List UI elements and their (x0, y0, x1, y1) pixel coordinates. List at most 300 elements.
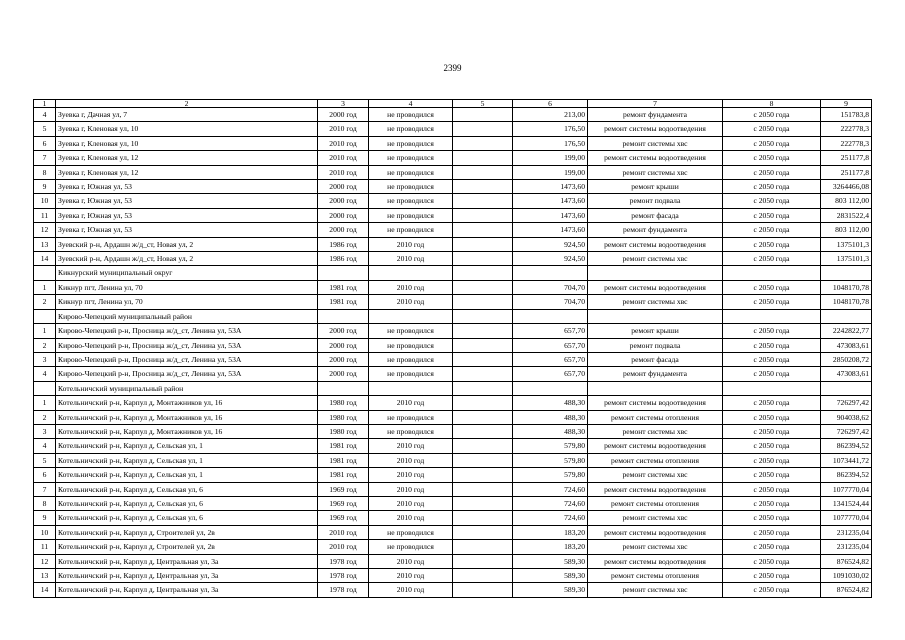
table-cell-col-3: 2000 год (318, 194, 369, 208)
table-cell-col-5 (453, 410, 513, 424)
table-cell-col-3: 1981 год (318, 439, 369, 453)
empty-cell (318, 266, 369, 280)
table-cell-col-8: с 2050 года (723, 208, 821, 222)
table-cell-col-1: 3 (34, 352, 56, 366)
table-cell-col-3: 2010 год (318, 136, 369, 150)
table-cell-col-5 (453, 424, 513, 438)
table-cell-col-4: 2010 год (369, 496, 453, 510)
table-cell-col-8: с 2050 года (723, 453, 821, 467)
table-cell-col-6: 704,70 (513, 295, 588, 309)
table-row (34, 511, 872, 525)
table-cell-col-1: 2 (34, 410, 56, 424)
section-header-row (34, 309, 872, 323)
table-cell-col-7: ремонт системы хвс (588, 511, 723, 525)
table-cell-col-8: с 2050 года (723, 511, 821, 525)
table-cell-col-6: 1473,60 (513, 194, 588, 208)
table-cell-col-9: 862394,52 (821, 468, 872, 482)
table-cell-col-1: 7 (34, 151, 56, 165)
table-cell-col-8: с 2050 года (723, 410, 821, 424)
empty-cell (318, 381, 369, 395)
table-cell-col-3: 2010 год (318, 151, 369, 165)
table-cell-col-9: 2831522,4 (821, 208, 872, 222)
table-cell-col-8: с 2050 года (723, 324, 821, 338)
table-cell-col-4: не проводился (369, 352, 453, 366)
table-cell-col-4: 2010 год (369, 554, 453, 568)
table-cell-col-5 (453, 165, 513, 179)
table-cell-col-4: не проводился (369, 338, 453, 352)
table-cell-col-6: 724,60 (513, 482, 588, 496)
table-cell-col-4: 2010 год (369, 280, 453, 294)
table-cell-col-5 (453, 468, 513, 482)
table-cell-col-1: 2 (34, 338, 56, 352)
table-cell-col-1: 1 (34, 280, 56, 294)
table-cell-col-8: с 2050 года (723, 367, 821, 381)
table-row (34, 165, 872, 179)
table-cell-col-5 (453, 554, 513, 568)
table-row (34, 324, 872, 338)
table-cell-col-8: с 2050 года (723, 237, 821, 251)
section-header-row (34, 266, 872, 280)
table-cell-col-9: 251177,8 (821, 165, 872, 179)
table-cell-col-2: Зуевский р-н, Ардашн ж/д_ст, Новая ул, 2 (56, 252, 318, 266)
table-cell-col-8: с 2050 года (723, 439, 821, 453)
table-cell-col-3: 2000 год (318, 108, 369, 122)
table-cell-col-4: 2010 год (369, 569, 453, 583)
table-cell-col-2: Зуевка г, Южная ул, 53 (56, 223, 318, 237)
table-cell-col-4: 2010 год (369, 453, 453, 467)
table-cell-col-6: 579,80 (513, 453, 588, 467)
column-number-cell: 8 (723, 100, 821, 108)
table-cell-col-4: не проводился (369, 122, 453, 136)
table-cell-col-5 (453, 280, 513, 294)
table-cell-col-7: ремонт системы водоотведения (588, 151, 723, 165)
table-row (34, 295, 872, 309)
table-cell-col-7: ремонт фундамента (588, 108, 723, 122)
table-cell-col-7: ремонт системы водоотведения (588, 554, 723, 568)
table-cell-col-2: Котельничский р-н, Карпул д, Монтажников ул, 16 (56, 410, 318, 424)
table-cell-col-7: ремонт фасада (588, 208, 723, 222)
table-cell-col-6: 579,80 (513, 468, 588, 482)
table-row (34, 453, 872, 467)
table-cell-col-7: ремонт подвала (588, 338, 723, 352)
table-cell-col-6: 199,00 (513, 151, 588, 165)
table-row (34, 223, 872, 237)
table-cell-col-8: с 2050 года (723, 424, 821, 438)
table-cell-col-9: 231235,04 (821, 540, 872, 554)
table-cell-col-9: 726297,42 (821, 424, 872, 438)
table-cell-col-7: ремонт системы водоотведения (588, 439, 723, 453)
column-number-cell: 2 (56, 100, 318, 108)
table-cell-col-4: не проводился (369, 180, 453, 194)
table-cell-col-9: 803 112,00 (821, 194, 872, 208)
table-cell-col-1: 5 (34, 453, 56, 467)
table-cell-col-8: с 2050 года (723, 252, 821, 266)
table-cell-col-2: Кирово-Чепецкий р-н, Просница ж/д_ст, Ленина ул, 53А (56, 352, 318, 366)
table-cell-col-3: 2000 год (318, 338, 369, 352)
table-cell-col-4: 2010 год (369, 439, 453, 453)
table-cell-col-1: 9 (34, 180, 56, 194)
section-title: Котельничский муниципальный район (56, 381, 318, 395)
table-cell-col-7: ремонт системы водоотведения (588, 525, 723, 539)
table-cell-col-5 (453, 496, 513, 510)
table-cell-col-2: Котельничский р-н, Карпул д, Центральная ул, 3а (56, 569, 318, 583)
table-cell-col-1: 1 (34, 396, 56, 410)
table-cell-col-5 (453, 208, 513, 222)
table-cell-col-2: Кирово-Чепецкий р-н, Просница ж/д_ст, Ленина ул, 53А (56, 367, 318, 381)
table-cell-col-4: 2010 год (369, 396, 453, 410)
table-cell-col-7: ремонт системы хвс (588, 252, 723, 266)
table-cell-col-4: 2010 год (369, 482, 453, 496)
empty-cell (513, 381, 588, 395)
table-cell-col-4: не проводился (369, 108, 453, 122)
table-cell-col-5 (453, 136, 513, 150)
table-cell-col-3: 2010 год (318, 165, 369, 179)
empty-cell (369, 381, 453, 395)
table-cell-col-6: 589,30 (513, 569, 588, 583)
table-cell-col-5 (453, 295, 513, 309)
table-cell-col-8: с 2050 года (723, 122, 821, 136)
table-cell-col-2: Зуевка г, Южная ул, 53 (56, 180, 318, 194)
empty-cell (723, 266, 821, 280)
table-cell-col-6: 176,50 (513, 122, 588, 136)
table-cell-col-7: ремонт системы хвс (588, 583, 723, 597)
table-cell-col-8: с 2050 года (723, 525, 821, 539)
table-cell-col-7: ремонт подвала (588, 194, 723, 208)
table-cell-col-4: 2010 год (369, 468, 453, 482)
table-cell-col-4: не проводился (369, 540, 453, 554)
table-cell-col-4: не проводился (369, 208, 453, 222)
table-cell-col-6: 213,00 (513, 108, 588, 122)
table-cell-col-6: 924,50 (513, 237, 588, 251)
table-cell-col-7: ремонт крыши (588, 324, 723, 338)
table-cell-col-9: 726297,42 (821, 396, 872, 410)
column-number-cell: 3 (318, 100, 369, 108)
section-number-cell (34, 266, 56, 280)
table-cell-col-4: не проводился (369, 525, 453, 539)
table-cell-col-7: ремонт крыши (588, 180, 723, 194)
empty-cell (513, 309, 588, 323)
table-cell-col-5 (453, 324, 513, 338)
table-cell-col-7: ремонт системы водоотведения (588, 122, 723, 136)
empty-cell (588, 309, 723, 323)
table-cell-col-8: с 2050 года (723, 352, 821, 366)
table-cell-col-8: с 2050 года (723, 136, 821, 150)
table-cell-col-2: Кирово-Чепецкий р-н, Просница ж/д_ст, Ленина ул, 53А (56, 324, 318, 338)
empty-cell (513, 266, 588, 280)
table-row (34, 180, 872, 194)
table-cell-col-1: 10 (34, 194, 56, 208)
table-cell-col-7: ремонт системы хвс (588, 295, 723, 309)
table-cell-col-4: не проводился (369, 151, 453, 165)
table-row (34, 208, 872, 222)
column-number-cell: 7 (588, 100, 723, 108)
table-cell-col-1: 12 (34, 554, 56, 568)
table-cell-col-9: 151783,8 (821, 108, 872, 122)
table-cell-col-1: 12 (34, 223, 56, 237)
table-cell-col-2: Котельничский р-н, Карпул д, Центральная ул, 3а (56, 554, 318, 568)
table-cell-col-8: с 2050 года (723, 396, 821, 410)
table-cell-col-1: 6 (34, 136, 56, 150)
table-row (34, 410, 872, 424)
table-cell-col-2: Кикнур пгт, Ленина ул, 70 (56, 295, 318, 309)
table-cell-col-2: Котельничский р-н, Карпул д, Строителей ул, 2в (56, 540, 318, 554)
table-cell-col-5 (453, 180, 513, 194)
table-cell-col-3: 1981 год (318, 295, 369, 309)
table-cell-col-1: 4 (34, 439, 56, 453)
empty-cell (453, 381, 513, 395)
table-cell-col-3: 1981 год (318, 453, 369, 467)
table-cell-col-5 (453, 194, 513, 208)
table-cell-col-8: с 2050 года (723, 496, 821, 510)
table-cell-col-4: 2010 год (369, 237, 453, 251)
table-cell-col-6: 1473,60 (513, 223, 588, 237)
empty-cell (588, 266, 723, 280)
table-cell-col-8: с 2050 года (723, 194, 821, 208)
empty-cell (453, 309, 513, 323)
table-row (34, 540, 872, 554)
table-cell-col-9: 876524,82 (821, 554, 872, 568)
table-cell-col-6: 183,20 (513, 540, 588, 554)
table-cell-col-5 (453, 338, 513, 352)
table-cell-col-3: 1980 год (318, 396, 369, 410)
table-cell-col-3: 2000 год (318, 367, 369, 381)
table-cell-col-8: с 2050 года (723, 223, 821, 237)
table-cell-col-3: 1981 год (318, 280, 369, 294)
table-cell-col-9: 1375101,3 (821, 252, 872, 266)
table-cell-col-9: 862394,52 (821, 439, 872, 453)
empty-cell (723, 381, 821, 395)
table-row (34, 583, 872, 597)
table-cell-col-9: 1048170,78 (821, 295, 872, 309)
table-cell-col-9: 1077770,04 (821, 511, 872, 525)
section-header-row (34, 381, 872, 395)
table-cell-col-7: ремонт фундамента (588, 223, 723, 237)
table-cell-col-6: 657,70 (513, 324, 588, 338)
table-cell-col-7: ремонт системы отопления (588, 569, 723, 583)
table-cell-col-8: с 2050 года (723, 180, 821, 194)
table-cell-col-5 (453, 482, 513, 496)
table-cell-col-7: ремонт системы хвс (588, 136, 723, 150)
repair-schedule-table (33, 99, 872, 598)
table-cell-col-9: 3264466,08 (821, 180, 872, 194)
table-row (34, 122, 872, 136)
table-cell-col-5 (453, 583, 513, 597)
table-row (34, 424, 872, 438)
table-cell-col-9: 803 112,00 (821, 223, 872, 237)
table-cell-col-6: 589,30 (513, 583, 588, 597)
table-cell-col-7: ремонт системы хвс (588, 424, 723, 438)
table-cell-col-3: 2000 год (318, 223, 369, 237)
table-cell-col-1: 13 (34, 569, 56, 583)
table-cell-col-6: 488,30 (513, 410, 588, 424)
table-cell-col-8: с 2050 года (723, 280, 821, 294)
table-cell-col-1: 9 (34, 511, 56, 525)
section-number-cell (34, 309, 56, 323)
column-number-cell: 1 (34, 100, 56, 108)
table-cell-col-1: 3 (34, 424, 56, 438)
table-cell-col-7: ремонт системы отопления (588, 453, 723, 467)
table-cell-col-4: не проводился (369, 367, 453, 381)
table-cell-col-1: 11 (34, 208, 56, 222)
table-cell-col-2: Котельничский р-н, Карпул д, Сельская ул, 1 (56, 453, 318, 467)
table-cell-col-5 (453, 352, 513, 366)
table-cell-col-4: не проводился (369, 194, 453, 208)
empty-cell (453, 266, 513, 280)
table-cell-col-4: не проводился (369, 324, 453, 338)
table-cell-col-6: 924,50 (513, 252, 588, 266)
table-cell-col-1: 8 (34, 496, 56, 510)
table-cell-col-6: 579,80 (513, 439, 588, 453)
table-row (34, 338, 872, 352)
table-cell-col-6: 657,70 (513, 367, 588, 381)
table-cell-col-3: 1969 год (318, 482, 369, 496)
table-cell-col-2: Зуевка г, Кленовая ул, 12 (56, 151, 318, 165)
table-cell-col-1: 10 (34, 525, 56, 539)
table-cell-col-1: 8 (34, 165, 56, 179)
column-number-cell: 6 (513, 100, 588, 108)
table-cell-col-1: 14 (34, 252, 56, 266)
table-cell-col-3: 2010 год (318, 525, 369, 539)
empty-cell (821, 266, 872, 280)
table-cell-col-8: с 2050 года (723, 295, 821, 309)
table-cell-col-4: не проводился (369, 136, 453, 150)
table-cell-col-3: 2000 год (318, 180, 369, 194)
table-cell-col-2: Зуевский р-н, Ардашн ж/д_ст, Новая ул, 2 (56, 237, 318, 251)
table-cell-col-1: 13 (34, 237, 56, 251)
table-cell-col-3: 1978 год (318, 554, 369, 568)
table-cell-col-8: с 2050 года (723, 165, 821, 179)
table-cell-col-4: 2010 год (369, 511, 453, 525)
table-cell-col-7: ремонт фундамента (588, 367, 723, 381)
table-cell-col-9: 1077770,04 (821, 482, 872, 496)
column-number-cell: 5 (453, 100, 513, 108)
table-cell-col-6: 704,70 (513, 280, 588, 294)
table-row (34, 525, 872, 539)
table-row (34, 439, 872, 453)
table-cell-col-6: 724,60 (513, 496, 588, 510)
empty-cell (318, 309, 369, 323)
table-cell-col-4: 2010 год (369, 583, 453, 597)
table-cell-col-5 (453, 540, 513, 554)
table-cell-col-8: с 2050 года (723, 338, 821, 352)
table-cell-col-9: 1048170,78 (821, 280, 872, 294)
table-cell-col-5 (453, 223, 513, 237)
table-cell-col-6: 488,30 (513, 396, 588, 410)
table-cell-col-9: 2850208,72 (821, 352, 872, 366)
table-cell-col-2: Котельничский р-н, Карпул д, Монтажников ул, 16 (56, 424, 318, 438)
table-cell-col-9: 904038,62 (821, 410, 872, 424)
table-cell-col-3: 1969 год (318, 496, 369, 510)
table-cell-col-3: 1978 год (318, 583, 369, 597)
table-cell-col-1: 7 (34, 482, 56, 496)
table-cell-col-9: 1073441,72 (821, 453, 872, 467)
table-cell-col-5 (453, 396, 513, 410)
table-cell-col-2: Зуевка г, Дачная ул, 7 (56, 108, 318, 122)
table-cell-col-2: Котельничский р-н, Карпул д, Сельская ул, 1 (56, 439, 318, 453)
table-cell-col-7: ремонт системы водоотведения (588, 237, 723, 251)
table-cell-col-1: 4 (34, 108, 56, 122)
empty-cell (821, 309, 872, 323)
table-cell-col-3: 2010 год (318, 540, 369, 554)
table-cell-col-1: 2 (34, 295, 56, 309)
table-cell-col-9: 1091030,02 (821, 569, 872, 583)
table-cell-col-7: ремонт системы водоотведения (588, 280, 723, 294)
table-cell-col-2: Кирово-Чепецкий р-н, Просница ж/д_ст, Ленина ул, 53А (56, 338, 318, 352)
table-cell-col-8: с 2050 года (723, 583, 821, 597)
table-cell-col-1: 11 (34, 540, 56, 554)
table-cell-col-2: Зуевка г, Южная ул, 53 (56, 194, 318, 208)
table-cell-col-2: Кикнур пгт, Ленина ул, 70 (56, 280, 318, 294)
table-cell-col-2: Котельничский р-н, Карпул д, Монтажников ул, 16 (56, 396, 318, 410)
table-row (34, 496, 872, 510)
table-cell-col-3: 1978 год (318, 569, 369, 583)
table-cell-col-7: ремонт фасада (588, 352, 723, 366)
table-cell-col-5 (453, 525, 513, 539)
table-row (34, 396, 872, 410)
page-number: 2399 (443, 63, 462, 73)
table-cell-col-8: с 2050 года (723, 540, 821, 554)
table-cell-col-3: 2000 год (318, 324, 369, 338)
table-cell-col-6: 176,50 (513, 136, 588, 150)
table-cell-col-4: 2010 год (369, 252, 453, 266)
table-cell-col-3: 1981 год (318, 468, 369, 482)
table-cell-col-3: 2000 год (318, 352, 369, 366)
table-cell-col-3: 1986 год (318, 252, 369, 266)
table-row (34, 194, 872, 208)
table-cell-col-5 (453, 453, 513, 467)
table-cell-col-5 (453, 108, 513, 122)
section-number-cell (34, 381, 56, 395)
table-cell-col-3: 2000 год (318, 208, 369, 222)
table-row (34, 280, 872, 294)
table-cell-col-1: 4 (34, 367, 56, 381)
table-cell-col-6: 1473,60 (513, 208, 588, 222)
table-cell-col-3: 1986 год (318, 237, 369, 251)
section-title: Кирово-Чепецкий муниципальный район (56, 309, 318, 323)
table-row (34, 482, 872, 496)
table-cell-col-8: с 2050 года (723, 554, 821, 568)
table-cell-col-9: 251177,8 (821, 151, 872, 165)
table-cell-col-9: 1341524,44 (821, 496, 872, 510)
table-cell-col-6: 657,70 (513, 338, 588, 352)
table-cell-col-6: 183,20 (513, 525, 588, 539)
table-cell-col-9: 473083,61 (821, 367, 872, 381)
table-cell-col-9: 222778,3 (821, 136, 872, 150)
column-number-header-row (34, 100, 872, 108)
table-cell-col-1: 6 (34, 468, 56, 482)
table-cell-col-4: не проводился (369, 410, 453, 424)
table-cell-col-3: 2010 год (318, 122, 369, 136)
table-cell-col-6: 199,00 (513, 165, 588, 179)
table-cell-col-5 (453, 252, 513, 266)
table-cell-col-2: Котельничский р-н, Карпул д, Сельская ул, 1 (56, 468, 318, 482)
table-cell-col-2: Зуевка г, Южная ул, 53 (56, 208, 318, 222)
section-title: Кикнурский муниципальный округ (56, 266, 318, 280)
table-row (34, 569, 872, 583)
table-cell-col-3: 1969 год (318, 511, 369, 525)
table-row (34, 237, 872, 251)
table-row (34, 367, 872, 381)
table-cell-col-9: 1375101,3 (821, 237, 872, 251)
table-cell-col-6: 657,70 (513, 352, 588, 366)
table-row (34, 352, 872, 366)
table-cell-col-8: с 2050 года (723, 468, 821, 482)
column-number-cell: 9 (821, 100, 872, 108)
table-cell-col-6: 589,30 (513, 554, 588, 568)
table-body (34, 100, 872, 598)
table-cell-col-4: не проводился (369, 165, 453, 179)
table-cell-col-4: не проводился (369, 424, 453, 438)
